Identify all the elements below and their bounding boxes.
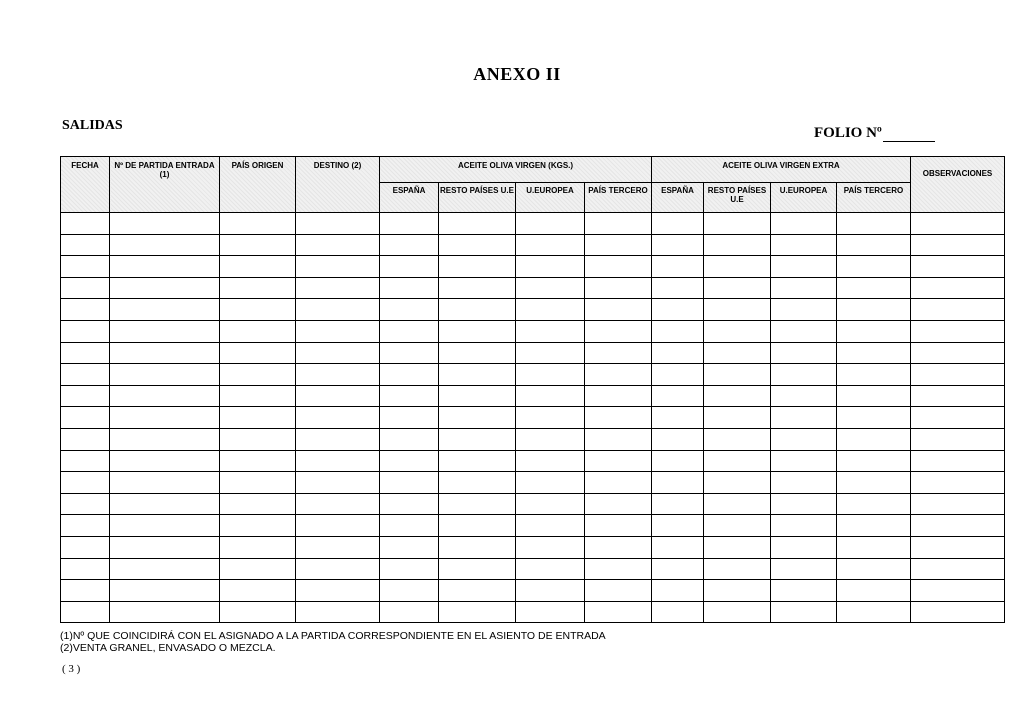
subheader-virgen-tercero: PAÍS TERCERO	[585, 183, 652, 213]
table-cell[interactable]	[911, 234, 1005, 256]
table-cell[interactable]	[516, 256, 585, 278]
table-cell[interactable]	[110, 234, 220, 256]
table-row	[61, 277, 1005, 299]
table-cell[interactable]	[220, 342, 296, 364]
table-cell[interactable]	[110, 450, 220, 472]
table-cell[interactable]	[516, 364, 585, 386]
table-cell[interactable]	[911, 450, 1005, 472]
table-cell[interactable]	[704, 256, 771, 278]
table-cell[interactable]	[652, 277, 704, 299]
table-cell[interactable]	[296, 342, 380, 364]
table-cell[interactable]	[296, 580, 380, 602]
subheader-extra-espana: ESPAÑA	[652, 183, 704, 213]
table-cell[interactable]	[911, 342, 1005, 364]
table-cell[interactable]	[585, 450, 652, 472]
table-cell[interactable]	[439, 342, 516, 364]
table-cell[interactable]	[110, 277, 220, 299]
table-cell[interactable]	[110, 213, 220, 235]
table-cell[interactable]	[911, 428, 1005, 450]
table-cell[interactable]	[296, 385, 380, 407]
table-cell[interactable]	[220, 450, 296, 472]
table-cell[interactable]	[296, 536, 380, 558]
table-cell[interactable]	[585, 515, 652, 537]
table-cell[interactable]	[771, 580, 837, 602]
table-cell[interactable]	[704, 601, 771, 623]
table-row	[61, 234, 1005, 256]
table-cell[interactable]	[585, 364, 652, 386]
table-cell[interactable]	[296, 277, 380, 299]
table-cell[interactable]	[585, 234, 652, 256]
table-cell[interactable]	[652, 299, 704, 321]
table-cell[interactable]	[110, 385, 220, 407]
table-cell[interactable]	[296, 407, 380, 429]
table-row	[61, 493, 1005, 515]
table-cell[interactable]	[220, 385, 296, 407]
table-cell[interactable]	[837, 342, 911, 364]
table-row	[61, 601, 1005, 623]
table-cell[interactable]	[911, 493, 1005, 515]
table-cell[interactable]	[516, 320, 585, 342]
table-cell[interactable]	[585, 601, 652, 623]
table-cell[interactable]	[439, 601, 516, 623]
table-cell[interactable]	[296, 450, 380, 472]
table-row	[61, 580, 1005, 602]
subheader-virgen-espana: ESPAÑA	[380, 183, 439, 213]
table-cell[interactable]	[771, 364, 837, 386]
table-cell[interactable]	[516, 299, 585, 321]
table-row	[61, 364, 1005, 386]
table-cell[interactable]	[585, 385, 652, 407]
table-cell[interactable]	[61, 342, 110, 364]
footnote-1: (1)Nº QUE COINCIDIRÁ CON EL ASIGNADO A LA PARTIDA CORRESPONDIENTE EN EL ASIENTO DE ENTRADA	[60, 630, 606, 642]
table-row	[61, 320, 1005, 342]
table-cell[interactable]	[110, 472, 220, 494]
table-cell[interactable]	[110, 320, 220, 342]
table-cell[interactable]	[220, 428, 296, 450]
table-cell[interactable]	[704, 407, 771, 429]
table-cell[interactable]	[110, 428, 220, 450]
table-cell[interactable]	[380, 299, 439, 321]
table-cell[interactable]	[110, 364, 220, 386]
table-cell[interactable]	[380, 234, 439, 256]
table-cell[interactable]	[439, 364, 516, 386]
table-cell[interactable]	[911, 407, 1005, 429]
table-cell[interactable]	[771, 385, 837, 407]
table-cell[interactable]	[516, 234, 585, 256]
table-row	[61, 450, 1005, 472]
table-cell[interactable]	[837, 558, 911, 580]
table-cell[interactable]	[652, 515, 704, 537]
table-cell[interactable]	[220, 277, 296, 299]
subheader-extra-ueuropea: U.EUROPEA	[771, 183, 837, 213]
footnotes	[60, 630, 606, 654]
table-cell[interactable]	[110, 256, 220, 278]
table-cell[interactable]	[380, 342, 439, 364]
table-cell[interactable]	[61, 364, 110, 386]
table-cell[interactable]	[585, 407, 652, 429]
subheader-extra-resto: RESTO PAÍSES U.E	[704, 183, 771, 213]
table-row	[61, 407, 1005, 429]
table-cell[interactable]	[516, 428, 585, 450]
table-row	[61, 299, 1005, 321]
table-cell[interactable]	[837, 515, 911, 537]
table-cell[interactable]	[380, 558, 439, 580]
table-row	[61, 536, 1005, 558]
table-cell[interactable]	[220, 234, 296, 256]
table-cell[interactable]	[110, 580, 220, 602]
table-cell[interactable]	[380, 428, 439, 450]
table-cell[interactable]	[296, 299, 380, 321]
table-cell[interactable]	[771, 234, 837, 256]
table-cell[interactable]	[380, 407, 439, 429]
table-row	[61, 213, 1005, 235]
table-cell[interactable]	[911, 364, 1005, 386]
table-cell[interactable]	[837, 385, 911, 407]
table-cell[interactable]	[911, 256, 1005, 278]
table-cell[interactable]	[771, 277, 837, 299]
table-cell[interactable]	[516, 515, 585, 537]
table-cell[interactable]	[296, 601, 380, 623]
table-cell[interactable]	[911, 536, 1005, 558]
table-cell[interactable]	[652, 234, 704, 256]
table-cell[interactable]	[652, 213, 704, 235]
table-cell[interactable]	[380, 277, 439, 299]
table-row	[61, 385, 1005, 407]
table-cell[interactable]	[439, 515, 516, 537]
table-cell[interactable]	[61, 213, 110, 235]
table-cell[interactable]	[704, 472, 771, 494]
table-cell[interactable]	[771, 558, 837, 580]
table-cell[interactable]	[61, 536, 110, 558]
table-cell[interactable]	[771, 493, 837, 515]
table-cell[interactable]	[220, 515, 296, 537]
table-cell[interactable]	[837, 364, 911, 386]
table-cell[interactable]	[439, 385, 516, 407]
folio-label-text: FOLIO Nº	[814, 125, 882, 141]
table-cell[interactable]	[296, 472, 380, 494]
table-cell[interactable]	[652, 558, 704, 580]
table-cell[interactable]	[704, 342, 771, 364]
table-cell[interactable]	[837, 213, 911, 235]
table-cell[interactable]	[585, 299, 652, 321]
table-cell[interactable]	[296, 558, 380, 580]
table-cell[interactable]	[704, 234, 771, 256]
table-body	[61, 213, 1005, 623]
table-cell[interactable]	[652, 364, 704, 386]
table-cell[interactable]	[911, 558, 1005, 580]
table-cell[interactable]	[61, 515, 110, 537]
table-cell[interactable]	[585, 256, 652, 278]
table-cell[interactable]	[771, 407, 837, 429]
table-cell[interactable]	[439, 407, 516, 429]
table-cell[interactable]	[837, 320, 911, 342]
table-row	[61, 558, 1005, 580]
table-cell[interactable]	[296, 428, 380, 450]
table-cell[interactable]	[110, 536, 220, 558]
table-cell[interactable]	[837, 450, 911, 472]
table-cell[interactable]	[61, 320, 110, 342]
table-cell[interactable]	[220, 299, 296, 321]
table-cell[interactable]	[220, 407, 296, 429]
table-cell[interactable]	[110, 558, 220, 580]
table-cell[interactable]	[771, 299, 837, 321]
table-cell[interactable]	[296, 320, 380, 342]
table-cell[interactable]	[837, 472, 911, 494]
header-pais-origen: PAÍS ORIGEN	[220, 157, 296, 213]
table-cell[interactable]	[61, 428, 110, 450]
table-cell[interactable]	[585, 342, 652, 364]
table-cell[interactable]	[296, 364, 380, 386]
table-cell[interactable]	[439, 277, 516, 299]
table-cell[interactable]	[771, 213, 837, 235]
table-cell[interactable]	[652, 536, 704, 558]
table-cell[interactable]	[220, 320, 296, 342]
table-cell[interactable]	[771, 601, 837, 623]
table-cell[interactable]	[380, 601, 439, 623]
table-cell[interactable]	[380, 580, 439, 602]
table-cell[interactable]	[380, 536, 439, 558]
table-cell[interactable]	[585, 213, 652, 235]
table-cell[interactable]	[585, 558, 652, 580]
table-cell[interactable]	[771, 428, 837, 450]
table-cell[interactable]	[704, 536, 771, 558]
table-cell[interactable]	[771, 342, 837, 364]
table-cell[interactable]	[911, 213, 1005, 235]
table-cell[interactable]	[110, 515, 220, 537]
table-cell[interactable]	[911, 299, 1005, 321]
table-cell[interactable]	[771, 536, 837, 558]
table-cell[interactable]	[61, 277, 110, 299]
table-cell[interactable]	[296, 256, 380, 278]
table-cell[interactable]	[652, 472, 704, 494]
table-cell[interactable]	[911, 601, 1005, 623]
table-cell[interactable]	[837, 493, 911, 515]
table-cell[interactable]	[652, 601, 704, 623]
table-cell[interactable]	[380, 493, 439, 515]
table-cell[interactable]	[516, 385, 585, 407]
table-cell[interactable]	[61, 558, 110, 580]
document-title: ANEXO II	[473, 64, 561, 84]
salidas-table	[60, 156, 1005, 623]
header-group-extra: ACEITE OLIVA VIRGEN EXTRA	[652, 157, 911, 183]
table-cell[interactable]	[704, 558, 771, 580]
table-cell[interactable]	[516, 601, 585, 623]
table-cell[interactable]	[110, 299, 220, 321]
table-cell[interactable]	[652, 407, 704, 429]
table-cell[interactable]	[220, 472, 296, 494]
folio-blank-line	[883, 127, 935, 142]
table-cell[interactable]	[380, 256, 439, 278]
table-cell[interactable]	[911, 277, 1005, 299]
table-cell[interactable]	[837, 580, 911, 602]
table-cell[interactable]	[61, 450, 110, 472]
table-cell[interactable]	[837, 407, 911, 429]
table-cell[interactable]	[837, 601, 911, 623]
table-cell[interactable]	[380, 213, 439, 235]
table-cell[interactable]	[704, 450, 771, 472]
header-observaciones: OBSERVACIONES	[911, 157, 1005, 213]
header-group-virgen: ACEITE OLIVA VIRGEN (KGS.)	[380, 157, 652, 183]
table-cell[interactable]	[110, 407, 220, 429]
table-cell[interactable]	[439, 428, 516, 450]
table-cell[interactable]	[439, 320, 516, 342]
table-cell[interactable]	[704, 493, 771, 515]
table-cell[interactable]	[220, 213, 296, 235]
table-cell[interactable]	[439, 580, 516, 602]
table-cell[interactable]	[704, 580, 771, 602]
table-cell[interactable]	[704, 385, 771, 407]
table-cell[interactable]	[704, 299, 771, 321]
table-cell[interactable]	[516, 493, 585, 515]
table-cell[interactable]	[704, 428, 771, 450]
table-cell[interactable]	[585, 320, 652, 342]
table-cell[interactable]	[220, 256, 296, 278]
table-cell[interactable]	[516, 450, 585, 472]
table-cell[interactable]	[585, 536, 652, 558]
table-cell[interactable]	[220, 580, 296, 602]
table-cell[interactable]	[61, 601, 110, 623]
table-cell[interactable]	[380, 515, 439, 537]
table-cell[interactable]	[380, 385, 439, 407]
table-row	[61, 472, 1005, 494]
header-partida: Nº DE PARTIDA ENTRADA (1)	[110, 157, 220, 213]
table-cell[interactable]	[296, 493, 380, 515]
table-cell[interactable]	[704, 364, 771, 386]
table-cell[interactable]	[61, 493, 110, 515]
table-cell[interactable]	[296, 234, 380, 256]
table-cell[interactable]	[516, 472, 585, 494]
table-cell[interactable]	[911, 515, 1005, 537]
table-cell[interactable]	[911, 385, 1005, 407]
table-cell[interactable]	[837, 428, 911, 450]
table-cell[interactable]	[771, 515, 837, 537]
table-cell[interactable]	[220, 601, 296, 623]
table-cell[interactable]	[439, 450, 516, 472]
table-cell[interactable]	[439, 536, 516, 558]
table-cell[interactable]	[771, 472, 837, 494]
table-cell[interactable]	[652, 580, 704, 602]
table-cell[interactable]	[585, 277, 652, 299]
table-cell[interactable]	[704, 515, 771, 537]
table-row	[61, 256, 1005, 278]
subheader-virgen-ueuropea: U.EUROPEA	[516, 183, 585, 213]
section-title: SALIDAS	[62, 118, 123, 133]
table-cell[interactable]	[439, 472, 516, 494]
table-cell[interactable]	[110, 493, 220, 515]
table-row	[61, 428, 1005, 450]
subheader-extra-tercero: PAÍS TERCERO	[837, 183, 911, 213]
table-cell[interactable]	[380, 472, 439, 494]
table-cell[interactable]	[652, 450, 704, 472]
header-fecha: FECHA	[61, 157, 110, 213]
table-row	[61, 342, 1005, 364]
table-cell[interactable]	[516, 342, 585, 364]
table-cell[interactable]	[516, 213, 585, 235]
table-cell[interactable]	[704, 213, 771, 235]
table-cell[interactable]	[220, 558, 296, 580]
table-cell[interactable]	[220, 493, 296, 515]
table-cell[interactable]	[837, 234, 911, 256]
table-cell[interactable]	[516, 277, 585, 299]
table-cell[interactable]	[837, 277, 911, 299]
table-cell[interactable]	[61, 580, 110, 602]
subheader-virgen-resto: RESTO PAÍSES U.E	[439, 183, 516, 213]
footnote-2: (2)VENTA GRANEL, ENVASADO O MEZCLA.	[60, 642, 276, 654]
table-cell[interactable]	[585, 493, 652, 515]
page-mark: ( 3 )	[62, 663, 81, 675]
table-cell[interactable]	[110, 601, 220, 623]
table-cell[interactable]	[585, 428, 652, 450]
table-cell[interactable]	[516, 580, 585, 602]
table-cell[interactable]	[61, 472, 110, 494]
table-cell[interactable]	[380, 450, 439, 472]
table-cell[interactable]	[220, 536, 296, 558]
table-cell[interactable]	[704, 277, 771, 299]
table-cell[interactable]	[296, 213, 380, 235]
table-cell[interactable]	[380, 364, 439, 386]
table-cell[interactable]	[837, 536, 911, 558]
table-cell[interactable]	[771, 320, 837, 342]
table-cell[interactable]	[110, 342, 220, 364]
table-cell[interactable]	[61, 256, 110, 278]
table-cell[interactable]	[380, 320, 439, 342]
table-cell[interactable]	[771, 256, 837, 278]
table-cell[interactable]	[585, 472, 652, 494]
table-cell[interactable]	[911, 580, 1005, 602]
folio-number-label	[814, 125, 935, 142]
table-cell[interactable]	[652, 493, 704, 515]
table-cell[interactable]	[439, 493, 516, 515]
table-cell[interactable]	[704, 320, 771, 342]
table-cell[interactable]	[61, 407, 110, 429]
table-cell[interactable]	[837, 256, 911, 278]
table-cell[interactable]	[220, 364, 296, 386]
table-cell[interactable]	[61, 234, 110, 256]
table-cell[interactable]	[61, 299, 110, 321]
table-cell[interactable]	[439, 558, 516, 580]
table-cell[interactable]	[61, 385, 110, 407]
table-cell[interactable]	[439, 234, 516, 256]
table-cell[interactable]	[516, 536, 585, 558]
table-cell[interactable]	[652, 428, 704, 450]
table-cell[interactable]	[439, 213, 516, 235]
table-cell[interactable]	[911, 472, 1005, 494]
table-cell[interactable]	[652, 320, 704, 342]
table-cell[interactable]	[296, 515, 380, 537]
table-cell[interactable]	[516, 407, 585, 429]
header-destino: DESTINO (2)	[296, 157, 380, 213]
table-cell[interactable]	[652, 385, 704, 407]
table-cell[interactable]	[911, 320, 1005, 342]
table-cell[interactable]	[516, 558, 585, 580]
table-cell[interactable]	[652, 256, 704, 278]
table-cell[interactable]	[439, 256, 516, 278]
table-cell[interactable]	[652, 342, 704, 364]
table-cell[interactable]	[771, 450, 837, 472]
table-cell[interactable]	[439, 299, 516, 321]
table-cell[interactable]	[585, 580, 652, 602]
table-row	[61, 515, 1005, 537]
table-cell[interactable]	[837, 299, 911, 321]
